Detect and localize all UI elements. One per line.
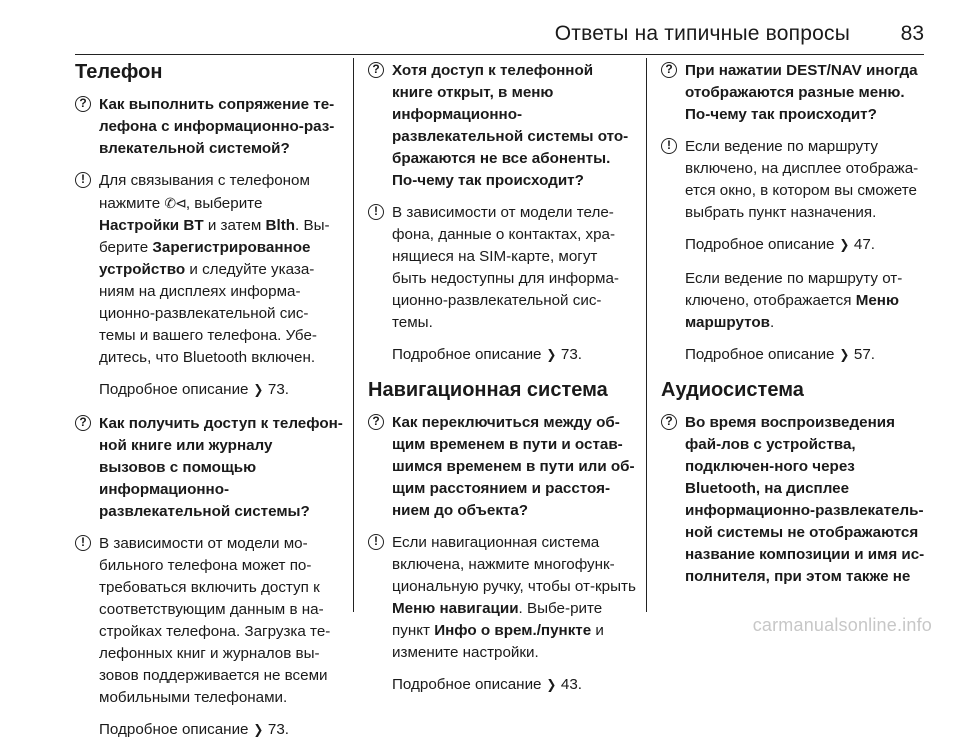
reference-line xyxy=(368,344,636,366)
answer-text: . Вы-берите xyxy=(99,217,330,256)
reference-page: 73. xyxy=(267,721,289,738)
page-number: 83 xyxy=(900,22,924,45)
column-divider-1 xyxy=(353,58,354,612)
reference-label: Подробное описание xyxy=(685,346,835,363)
section-heading-navigation: Навигационная система xyxy=(368,379,608,401)
arrow-right-icon: ❯ xyxy=(253,382,264,397)
reference-line xyxy=(661,344,929,366)
answer-text: Для связывания с телефоном нажмите xyxy=(99,172,310,212)
answer-block xyxy=(368,202,636,334)
answer-text: Если навигационная система включена, нажмите многофунк-циональную ручку, чтобы от-крыть xyxy=(392,534,636,595)
reference-line xyxy=(75,719,343,741)
exclamation-icon: ! xyxy=(368,204,384,220)
arrow-right-icon: ❯ xyxy=(546,677,557,692)
column-divider-2 xyxy=(646,58,647,612)
reference-line xyxy=(661,234,929,256)
menu-term: Настройки BT xyxy=(99,217,204,234)
answer-text: , выберите xyxy=(185,195,263,212)
arrow-right-icon: ❯ xyxy=(253,722,264,737)
answer-text: . Выбе-рите пункт xyxy=(392,600,603,639)
header-title: Ответы на типичные вопросы xyxy=(554,22,850,45)
answer-text: . xyxy=(769,314,775,331)
exclamation-icon: ! xyxy=(75,172,91,188)
reference-label: Подробное описание xyxy=(685,236,835,253)
question-text: Как переключиться между об-щим временем в пути и остав-шимся временем в пути или об-щим расстоянием и расстоя-нием до объекта? xyxy=(392,414,635,519)
question-block xyxy=(368,412,636,522)
answer-block xyxy=(368,532,636,664)
question-icon: ? xyxy=(661,62,677,78)
question-text: Хотя доступ к телефонной книге открыт, в меню информационно-развлекательной системы ото-бражаются не все абоненты. По-чему так происходит? xyxy=(392,62,629,189)
question-text: Во время воспроизведения фай-лов с устройства, подключен-ного через Bluetooth, на дисплее информационно-развлекатель-ной системы не отображаются название композиции и имя ис-полнителя, при этом также не xyxy=(685,414,925,585)
column-3 xyxy=(661,60,929,598)
exclamation-icon: ! xyxy=(75,535,91,551)
menu-term: Меню навигации xyxy=(392,600,519,617)
question-block xyxy=(368,60,636,192)
answer-text: и затем xyxy=(203,217,266,234)
question-icon: ? xyxy=(661,414,677,430)
menu-term: Зарегистрированное устройство xyxy=(99,239,311,278)
question-block xyxy=(75,413,343,523)
question-icon: ? xyxy=(75,415,91,431)
reference-label: Подробное описание xyxy=(99,721,249,738)
reference-label: Подробное описание xyxy=(392,676,542,693)
reference-line xyxy=(75,379,343,401)
answer-text: Если ведение по маршруту включено, на дисплее отобража-ется окно, в котором вы сможете выбрать пункт назначения. xyxy=(685,138,919,221)
column-1 xyxy=(75,60,343,753)
answer-text: В зависимости от модели теле-фона, данные о контактах, хра-нящиеся на SIM-карте, могут быть недоступны для информа-ционно-развлекательной сис-темы. xyxy=(392,204,619,331)
question-block xyxy=(661,412,929,588)
reference-page: 47. xyxy=(853,236,875,253)
exclamation-icon: ! xyxy=(368,534,384,550)
exclamation-icon: ! xyxy=(661,138,677,154)
answer-text: В зависимости от модели мо-бильного телефона может по-требоваться включить доступ к соответствующим данным в на-стройках телефона. Загрузка те-лефонных книг и журналов вы-зовов поддерживается не всеми мобильными телефонами. xyxy=(99,535,331,706)
reference-line xyxy=(368,674,636,696)
section-heading-phone: Телефон xyxy=(75,61,163,83)
question-block xyxy=(661,60,929,126)
question-icon: ? xyxy=(75,96,91,112)
question-block xyxy=(75,94,343,160)
answer-text: и следуйте указа-ниям на дисплеях информа-ционно-развлекательной сис-темы и вашего телефона. Убе-дитесь, что Bluetooth включен. xyxy=(99,261,317,366)
arrow-right-icon: ❯ xyxy=(546,347,557,362)
section-heading-audio: Аудиосистема xyxy=(661,379,804,401)
question-text: При нажатии DEST/NAV иногда отображаются разные меню. По-чему так происходит? xyxy=(685,62,918,123)
answer-block xyxy=(75,170,343,369)
column-2 xyxy=(368,60,636,708)
header-divider xyxy=(75,54,924,55)
answer-block xyxy=(661,136,929,224)
page-header xyxy=(0,0,960,56)
reference-label: Подробное описание xyxy=(392,346,542,363)
reference-page: 73. xyxy=(560,346,582,363)
question-text: Как получить доступ к телефон-ной книге или журналу вызовов с помощью информационно-развлекательной системы? xyxy=(99,415,343,520)
answer-text: и измените настройки. xyxy=(392,622,604,661)
question-icon: ? xyxy=(368,414,384,430)
reference-page: 73. xyxy=(267,381,289,398)
menu-term: Меню маршрутов xyxy=(685,292,899,331)
arrow-right-icon: ❯ xyxy=(839,347,850,362)
reference-page: 43. xyxy=(560,676,582,693)
watermark: carmanualsonline.info xyxy=(752,615,932,635)
answer-continuation xyxy=(661,268,929,334)
phone-icon: ✆⊲ xyxy=(164,195,186,211)
question-icon: ? xyxy=(368,62,384,78)
reference-page: 57. xyxy=(853,346,875,363)
menu-term: Blth xyxy=(265,217,296,234)
reference-label: Подробное описание xyxy=(99,381,249,398)
arrow-right-icon: ❯ xyxy=(839,237,850,252)
answer-block xyxy=(75,533,343,709)
menu-term: Инфо о врем./пункте xyxy=(434,622,592,639)
answer-text: Если ведение по маршруту от-ключено, отображается xyxy=(685,270,903,309)
question-text: Как выполнить сопряжение те-лефона с информационно-раз-влекательной системой? xyxy=(99,96,335,157)
